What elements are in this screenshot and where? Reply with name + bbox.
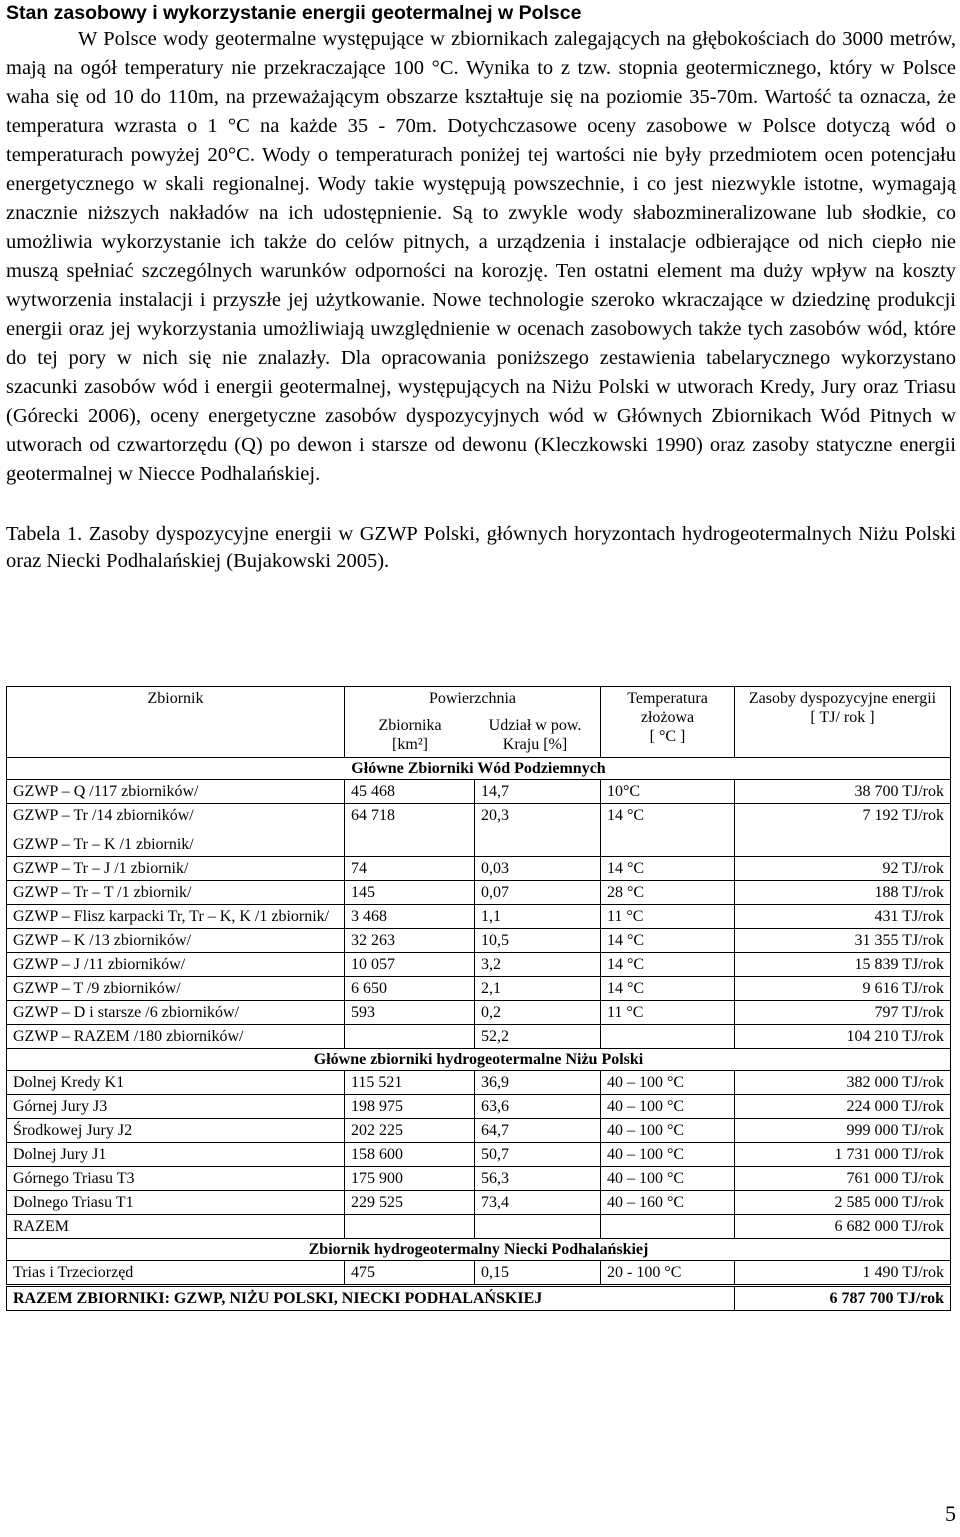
row-name	[7, 1191, 345, 1215]
row-energy: 188 TJ/rok	[735, 881, 951, 905]
row-share: 1,1	[475, 905, 601, 929]
row-share: 63,6	[475, 1095, 601, 1119]
row-energy: 104 210 TJ/rok	[735, 1025, 951, 1049]
row-temp: 10°C	[601, 780, 735, 804]
row-temp: 14 °C	[601, 977, 735, 1001]
table-row	[7, 1261, 951, 1286]
table-section-row	[7, 1239, 951, 1261]
row-area: 6 650	[345, 977, 475, 1001]
resources-table	[6, 686, 951, 1311]
row-temp: 40 – 100 °C	[601, 1071, 735, 1095]
row-name	[7, 929, 345, 953]
row-temp: 14 °C	[601, 953, 735, 977]
table-row	[7, 1095, 951, 1119]
section-heading-podhale: Zbiornik hydrogeotermalny Niecki Podhalańskiej	[7, 1239, 951, 1261]
row-name-text: Dolnej Jury J1	[13, 1146, 107, 1163]
row-temp: 40 – 100 °C	[601, 1119, 735, 1143]
row-temp	[601, 1215, 735, 1239]
row-name-text: GZWP – Tr – T /1 zbiornik/	[13, 884, 192, 901]
table-row	[7, 1191, 951, 1215]
row-area: 10 057	[345, 953, 475, 977]
row-energy: 999 000 TJ/rok	[735, 1119, 951, 1143]
row-temp: 40 – 100 °C	[601, 1143, 735, 1167]
row-name-text: Górnego Triasu T3	[13, 1170, 135, 1187]
row-energy: 15 839 TJ/rok	[735, 953, 951, 977]
row-area: 593	[345, 1001, 475, 1025]
table-header-row	[7, 687, 951, 758]
row-area: 64 718	[345, 804, 475, 857]
row-area: 198 975	[345, 1095, 475, 1119]
row-area: 145	[345, 881, 475, 905]
row-area: 475	[345, 1261, 475, 1286]
row-name	[7, 1001, 345, 1025]
row-share: 56,3	[475, 1167, 601, 1191]
row-share: 20,3	[475, 804, 601, 857]
row-share: 14,7	[475, 780, 601, 804]
row-name-text: Górnej Jury J3	[13, 1098, 108, 1115]
row-energy: 224 000 TJ/rok	[735, 1095, 951, 1119]
table-row	[7, 780, 951, 804]
row-energy: 2 585 000 TJ/rok	[735, 1191, 951, 1215]
row-energy: 431 TJ/rok	[735, 905, 951, 929]
table-row	[7, 1143, 951, 1167]
row-temp: 11 °C	[601, 905, 735, 929]
section-heading-nizu: Główne zbiorniki hydrogeotermalne Niżu Polski	[7, 1049, 951, 1071]
table-row	[7, 905, 951, 929]
row-energy: 38 700 TJ/rok	[735, 780, 951, 804]
document-page	[6, 0, 956, 596]
table-row	[7, 1119, 951, 1143]
row-temp: 14 °C	[601, 929, 735, 953]
row-temp: 14 °C	[601, 857, 735, 881]
row-share: 10,5	[475, 929, 601, 953]
row-area: 229 525	[345, 1191, 475, 1215]
row-name	[7, 1261, 345, 1286]
row-temp	[601, 1025, 735, 1049]
row-name-text: Środkowej Jury J2	[13, 1122, 133, 1139]
header-zasoby-unit: [ TJ/ rok ]	[810, 709, 875, 726]
row-name	[7, 804, 345, 857]
header-zasoby-label: Zasoby dyspozycyjne energii	[748, 690, 937, 707]
row-energy: 1 490 TJ/rok	[735, 1261, 951, 1286]
row-energy: 6 682 000 TJ/rok	[735, 1215, 951, 1239]
table-section-row	[7, 758, 951, 780]
header-powierzchnia	[345, 687, 601, 758]
row-name-text: Trias i Trzeciorzęd	[13, 1264, 134, 1281]
row-name	[7, 1167, 345, 1191]
row-share: 36,9	[475, 1071, 601, 1095]
table-section-row	[7, 1049, 951, 1071]
total-label: RAZEM ZBIORNIKI: GZWP, NIŻU POLSKI, NIECKI PODHALAŃSKIEJ	[7, 1286, 735, 1311]
row-name	[7, 1071, 345, 1095]
row-temp: 40 – 160 °C	[601, 1191, 735, 1215]
row-share: 0,07	[475, 881, 601, 905]
row-share: 50,7	[475, 1143, 601, 1167]
row-share: 0,2	[475, 1001, 601, 1025]
row-name	[7, 977, 345, 1001]
row-name-text: GZWP – D i starsze /6 zbiorników/	[13, 1004, 240, 1021]
header-zbiornika: Zbiornika	[378, 717, 442, 734]
row-area	[345, 1215, 475, 1239]
row-area: 3 468	[345, 905, 475, 929]
table-row	[7, 881, 951, 905]
row-energy: 761 000 TJ/rok	[735, 1167, 951, 1191]
row-name-text: Dolnej Kredy K1	[13, 1074, 125, 1091]
section-heading: Stan zasobowy i wykorzystanie energii geotermalnej w Polsce	[6, 2, 582, 24]
table-row	[7, 1071, 951, 1095]
row-name	[7, 1143, 345, 1167]
row-name-text: GZWP – T /9 zbiorników/	[13, 980, 181, 997]
row-name	[7, 1215, 345, 1239]
row-area: 115 521	[345, 1071, 475, 1095]
row-share: 52,2	[475, 1025, 601, 1049]
row-area: 32 263	[345, 929, 475, 953]
row-temp: 40 – 100 °C	[601, 1167, 735, 1191]
table-row	[7, 857, 951, 881]
page-number: 5	[945, 1501, 956, 1526]
row-area: 74	[345, 857, 475, 881]
table-row	[7, 1025, 951, 1049]
table-row	[7, 977, 951, 1001]
row-temp: 14 °C	[601, 804, 735, 857]
row-energy: 382 000 TJ/rok	[735, 1071, 951, 1095]
row-share: 0,03	[475, 857, 601, 881]
table-row	[7, 929, 951, 953]
body-paragraph	[6, 25, 956, 489]
header-temperatura-unit: [ °C ]	[649, 728, 686, 745]
body-paragraph-text: W Polsce wody geotermalne występujące w zbiornikach zalegających na głębokościach do 3000 metrów, mają na ogół temperatury nie przekraczające 100 °C. Wynika to z tzw. stopnia geotermicznego, który w Polsce waha się od 10 do 110m, na przeważającym obszarze kształtuje się na poziomie 35-70m. Wartość ta oznacza, że temperatura wzrasta o 1 °C na każde 35 - 70m. Dotychczasowe oceny zasobowe w Polsce dotyczą wód o temperaturach powyżej 20°C. Wody o temperaturach poniżej tej wartości nie były przedmiotem ocen potencjału energetycznego w skali regionalnej. Wody takie występują powszechnie, i co jest niezwykle istotne, wymagają znacznie niższych nakładów na ich udostępnienie. Są to zwykle wody słabozmineralizowane lub słodkie, co umożliwia wykorzystanie ich także do celów pitnych, a urządzenia i instalacje odbierające od nich ciepło nie muszą spełniać szczególnych warunków odporności na korozję. Ten ostatni element ma duży wpływ na koszty wytworzenia instalacji i przyszłe jej użytkowanie. Nowe technologie szeroko wkraczające w dziedzinę produkcji energii oraz jej wykorzystania umożliwiają uwzględnienie w ocenach zasobowych także tych zasobów wód, które do tej pory w nich się nie znalazły. Dla opracowania poniższego zestawienia tabelarycznego wykorzystano szacunki zasobów wód i energii geotermalnej, występujących na Niżu Polski w utworach Kredy, Jury oraz Triasu (Górecki 2006), oceny energetyczne zasobów dyspozycyjnych wód w Głównych Zbiornikach Wód Pitnych w utworach od czwartorzędu (Q) po dewon i starsze od dewonu (Kleczkowski 1990) oraz zasoby statyczne energii geotermalnej w Niecce Podhalańskiej.	[6, 28, 956, 485]
row-energy: 797 TJ/rok	[735, 1001, 951, 1025]
row-name-text: GZWP – K /13 zbiorników/	[13, 932, 192, 949]
row-name	[7, 780, 345, 804]
table-caption: Tabela 1. Zasoby dyspozycyjne energii w GZWP Polski, głównych horyzontach hydrogeotermalnych Niżu Polski oraz Niecki Podhalańskiej (Bujakowski 2005).	[6, 523, 956, 572]
row-energy: 1 731 000 TJ/rok	[735, 1143, 951, 1167]
header-powierzchnia-label: Powierzchnia	[428, 690, 517, 707]
table-total-row	[7, 1286, 951, 1311]
row-name	[7, 881, 345, 905]
row-name-text: GZWP – Tr – J /1 zbiornik/	[13, 860, 189, 877]
row-name-text: Dolnego Triasu T1	[13, 1194, 134, 1211]
header-udzial-unit: Kraju [%]	[502, 736, 568, 753]
row-name	[7, 1095, 345, 1119]
row-temp: 28 °C	[601, 881, 735, 905]
header-temperatura-label: Temperatura złożowa	[627, 690, 708, 726]
table-row	[7, 804, 951, 857]
row-area: 158 600	[345, 1143, 475, 1167]
row-energy: 7 192 TJ/rok	[735, 804, 951, 857]
row-name-text: RAZEM	[13, 1218, 69, 1235]
row-share: 3,2	[475, 953, 601, 977]
section-heading-gzwp: Główne Zbiorniki Wód Podziemnych	[7, 758, 951, 780]
row-name	[7, 1025, 345, 1049]
row-share: 2,1	[475, 977, 601, 1001]
row-temp: 20 - 100 °C	[601, 1261, 735, 1286]
table-row	[7, 1001, 951, 1025]
header-zasoby	[735, 687, 951, 758]
table-row	[7, 1215, 951, 1239]
header-udzial: Udział w pow.	[488, 717, 582, 734]
row-share: 64,7	[475, 1119, 601, 1143]
row-name-text: GZWP – J /11 zbiorników/	[13, 956, 186, 973]
row-name	[7, 857, 345, 881]
table-row	[7, 1167, 951, 1191]
row-area	[345, 1025, 475, 1049]
total-energy: 6 787 700 TJ/rok	[735, 1286, 951, 1311]
row-energy: 92 TJ/rok	[735, 857, 951, 881]
row-area: 45 468	[345, 780, 475, 804]
row-name	[7, 1119, 345, 1143]
row-share	[475, 1215, 601, 1239]
row-share: 73,4	[475, 1191, 601, 1215]
header-zbiornika-unit: [km²]	[392, 736, 428, 753]
row-name-text: GZWP – RAZEM /180 zbiorników/	[13, 1028, 244, 1045]
row-name-text: GZWP – Flisz karpacki Tr, Tr – K, K /1 zbiornik/	[13, 908, 330, 925]
row-name-text-secondary: GZWP – Tr – K /1 zbiornik/	[13, 836, 194, 853]
row-share: 0,15	[475, 1261, 601, 1286]
row-name	[7, 953, 345, 977]
header-temperatura	[601, 687, 735, 758]
row-name	[7, 905, 345, 929]
row-name-text: GZWP – Q /117 zbiorników/	[13, 783, 199, 800]
row-area: 175 900	[345, 1167, 475, 1191]
header-zbiornik: Zbiornik	[7, 687, 345, 758]
row-energy: 9 616 TJ/rok	[735, 977, 951, 1001]
table-row	[7, 953, 951, 977]
row-temp: 11 °C	[601, 1001, 735, 1025]
row-energy: 31 355 TJ/rok	[735, 929, 951, 953]
row-name-text: GZWP – Tr /14 zbiorników/	[13, 807, 194, 824]
row-area: 202 225	[345, 1119, 475, 1143]
row-temp: 40 – 100 °C	[601, 1095, 735, 1119]
